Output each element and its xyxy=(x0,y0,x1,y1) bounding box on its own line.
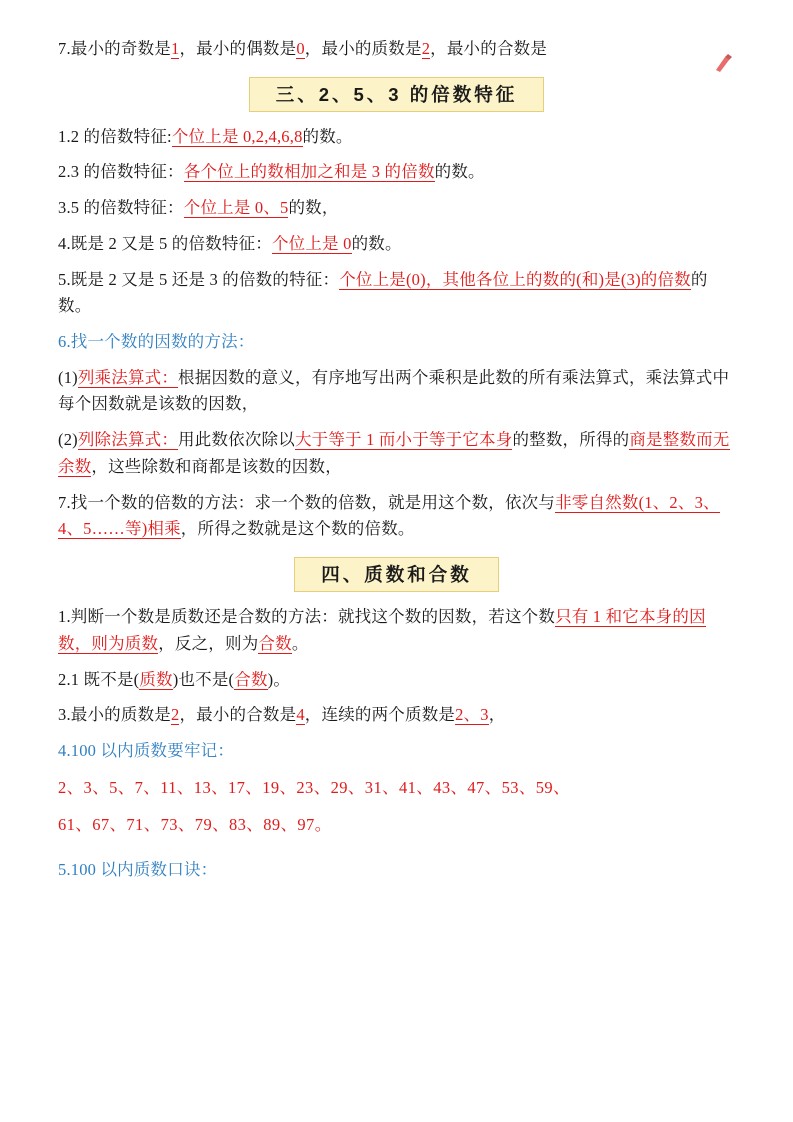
s3i6-2-text-3: ，这些除数和商都是该数的因数， xyxy=(91,456,342,476)
s3i6-1-num: (1) xyxy=(58,367,78,387)
s3i4-highlight: 个位上是 0 xyxy=(271,233,352,253)
s3i6-2-highlight-2: 大于等于 1 而小于等于它本身 xyxy=(294,430,513,450)
primes-line-2: 61、67、71、73、79、83、89、97。 xyxy=(58,815,332,835)
s4i2-text-2: )也不是( xyxy=(172,669,235,689)
section3-item-5 xyxy=(58,267,735,320)
section-heading-3-label: 三、2、5、3 的倍数特征 xyxy=(249,77,545,112)
s4i1-text-3: 。 xyxy=(291,633,309,653)
s3i5-prefix: 5.既是 2 又是 5 还是 3 的倍数的特征： xyxy=(58,269,340,289)
section3-item-7 xyxy=(58,490,735,543)
s4i1-highlight-2: 合数 xyxy=(258,633,292,653)
line7-value-1: 1 xyxy=(170,39,180,58)
section3-item-6-2 xyxy=(58,427,735,480)
line7-value-3: 2 xyxy=(421,39,431,58)
pen-mark-icon xyxy=(713,52,735,74)
section4-item-3 xyxy=(58,702,735,729)
s3i3-prefix: 3.5 的倍数特征： xyxy=(58,198,184,218)
s4i3-text-3: ，连续的两个质数是 xyxy=(304,705,456,725)
s4i3-text-4: ， xyxy=(488,705,506,725)
line7-prefix-3: ，最小的质数是 xyxy=(304,39,422,58)
section3-item-1 xyxy=(58,124,735,151)
s3i4-prefix: 4.既是 2 又是 5 的倍数特征： xyxy=(58,233,272,253)
s3i6-2-num: (2) xyxy=(58,430,78,450)
s3i6-1-text: 根据因数的意义，有序地写出两个乘积是此数的所有乘法算式，乘法算式中每个因数就是该数的因数， xyxy=(58,367,730,414)
s4i1-text-1: 1.判断一个数是质数还是合数的方法：就找这个数的因数，若这个数 xyxy=(58,607,556,627)
s4i1-highlight-1: 只有 1 和它本身的因数，则为质数 xyxy=(58,607,706,653)
s3i5-suffix: 的数。 xyxy=(58,269,708,316)
s3i6-1-highlight: 列乘法算式： xyxy=(77,367,179,387)
s3i1-highlight: 个位上是 0,2,4,6,8 xyxy=(171,126,303,146)
s3i6-2-highlight-3: 商是整数而无余数 xyxy=(58,430,730,476)
s3i6-2-text-1: 用此数依次除以 xyxy=(178,430,295,450)
section4-item-5-title xyxy=(58,857,735,884)
s3i4-suffix: 的数。 xyxy=(351,233,402,253)
s3i6-title-label: 6.找一个数的因数的方法： xyxy=(58,332,255,352)
s4i5-title-label: 5.100 以内质数口诀： xyxy=(58,860,218,880)
section-heading-4-label: 四、质数和合数 xyxy=(294,557,499,592)
s3i1-suffix: 的数。 xyxy=(302,126,353,146)
s3i5-highlight-1: 个位上是(0)，其他各位上的数 xyxy=(339,269,560,289)
s4i2-highlight-1: 质数 xyxy=(139,669,173,689)
section4-item-1 xyxy=(58,604,735,657)
s4i3-value-3: 2、3 xyxy=(455,705,489,725)
line7-prefix-1: 7.最小的奇数是 xyxy=(58,39,171,58)
section-heading-3 xyxy=(58,77,735,112)
s3i2-highlight: 各个位上的数相加之和是 3 的倍数 xyxy=(183,162,435,182)
s3i6-2-highlight: 列除法算式： xyxy=(77,430,179,450)
section-heading-4 xyxy=(58,557,735,592)
s4i3-text-2: ，最小的合数是 xyxy=(179,705,297,725)
s4i3-text-1: 3.最小的质数是 xyxy=(58,705,171,725)
section3-item-6-1 xyxy=(58,365,735,418)
s3i7-highlight: 非零自然数(1、2、3、4、5……等)相乘 xyxy=(58,492,720,539)
s4i3-value-2: 4 xyxy=(296,705,305,725)
s4i2-text-3: )。 xyxy=(267,669,291,689)
section3-item-3 xyxy=(58,195,735,222)
primes-line-1: 2、3、5、7、11、13、17、19、23、29、31、41、43、47、53、59、 xyxy=(58,777,570,797)
s4i4-title-label: 4.100 以内质数要牢记： xyxy=(58,740,235,760)
line7-prefix-4: ，最小的合数是 xyxy=(430,39,548,58)
section3-item-2 xyxy=(58,159,735,186)
s3i3-suffix: 的数， xyxy=(288,198,339,218)
s3i3-highlight: 个位上是 0、5 xyxy=(183,198,289,218)
s4i3-value-1: 2 xyxy=(170,705,180,725)
s3i1-prefix: 1.2 的倍数特征: xyxy=(58,126,172,146)
s4i2-text-1: 2.1 既不是( xyxy=(58,669,140,689)
s3i7-text-2: ，所得之数就是这个数的倍数。 xyxy=(180,519,415,539)
line7-prefix-2: ，最小的偶数是 xyxy=(179,39,297,58)
line-item-7-top xyxy=(58,36,735,63)
line7-value-2: 0 xyxy=(296,39,305,58)
section3-item-4 xyxy=(58,231,735,258)
s3i2-prefix: 2.3 的倍数特征： xyxy=(58,162,184,182)
section3-item-6-title xyxy=(58,329,735,356)
s3i6-2-text-2: 的整数，所得的 xyxy=(512,430,630,450)
s3i2-suffix: 的数。 xyxy=(434,162,485,182)
section4-item-4-title xyxy=(58,738,735,765)
s3i7-text-1: 7.找一个数的倍数的方法：求一个数的倍数，就是用这个数，依次与 xyxy=(58,492,556,512)
s4i1-text-2: ，反之，则为 xyxy=(158,633,259,653)
s3i5-highlight-2: 的(和)是(3)的倍数 xyxy=(559,269,691,289)
section4-item-2 xyxy=(58,667,735,694)
s4i2-highlight-2: 合数 xyxy=(234,669,268,689)
